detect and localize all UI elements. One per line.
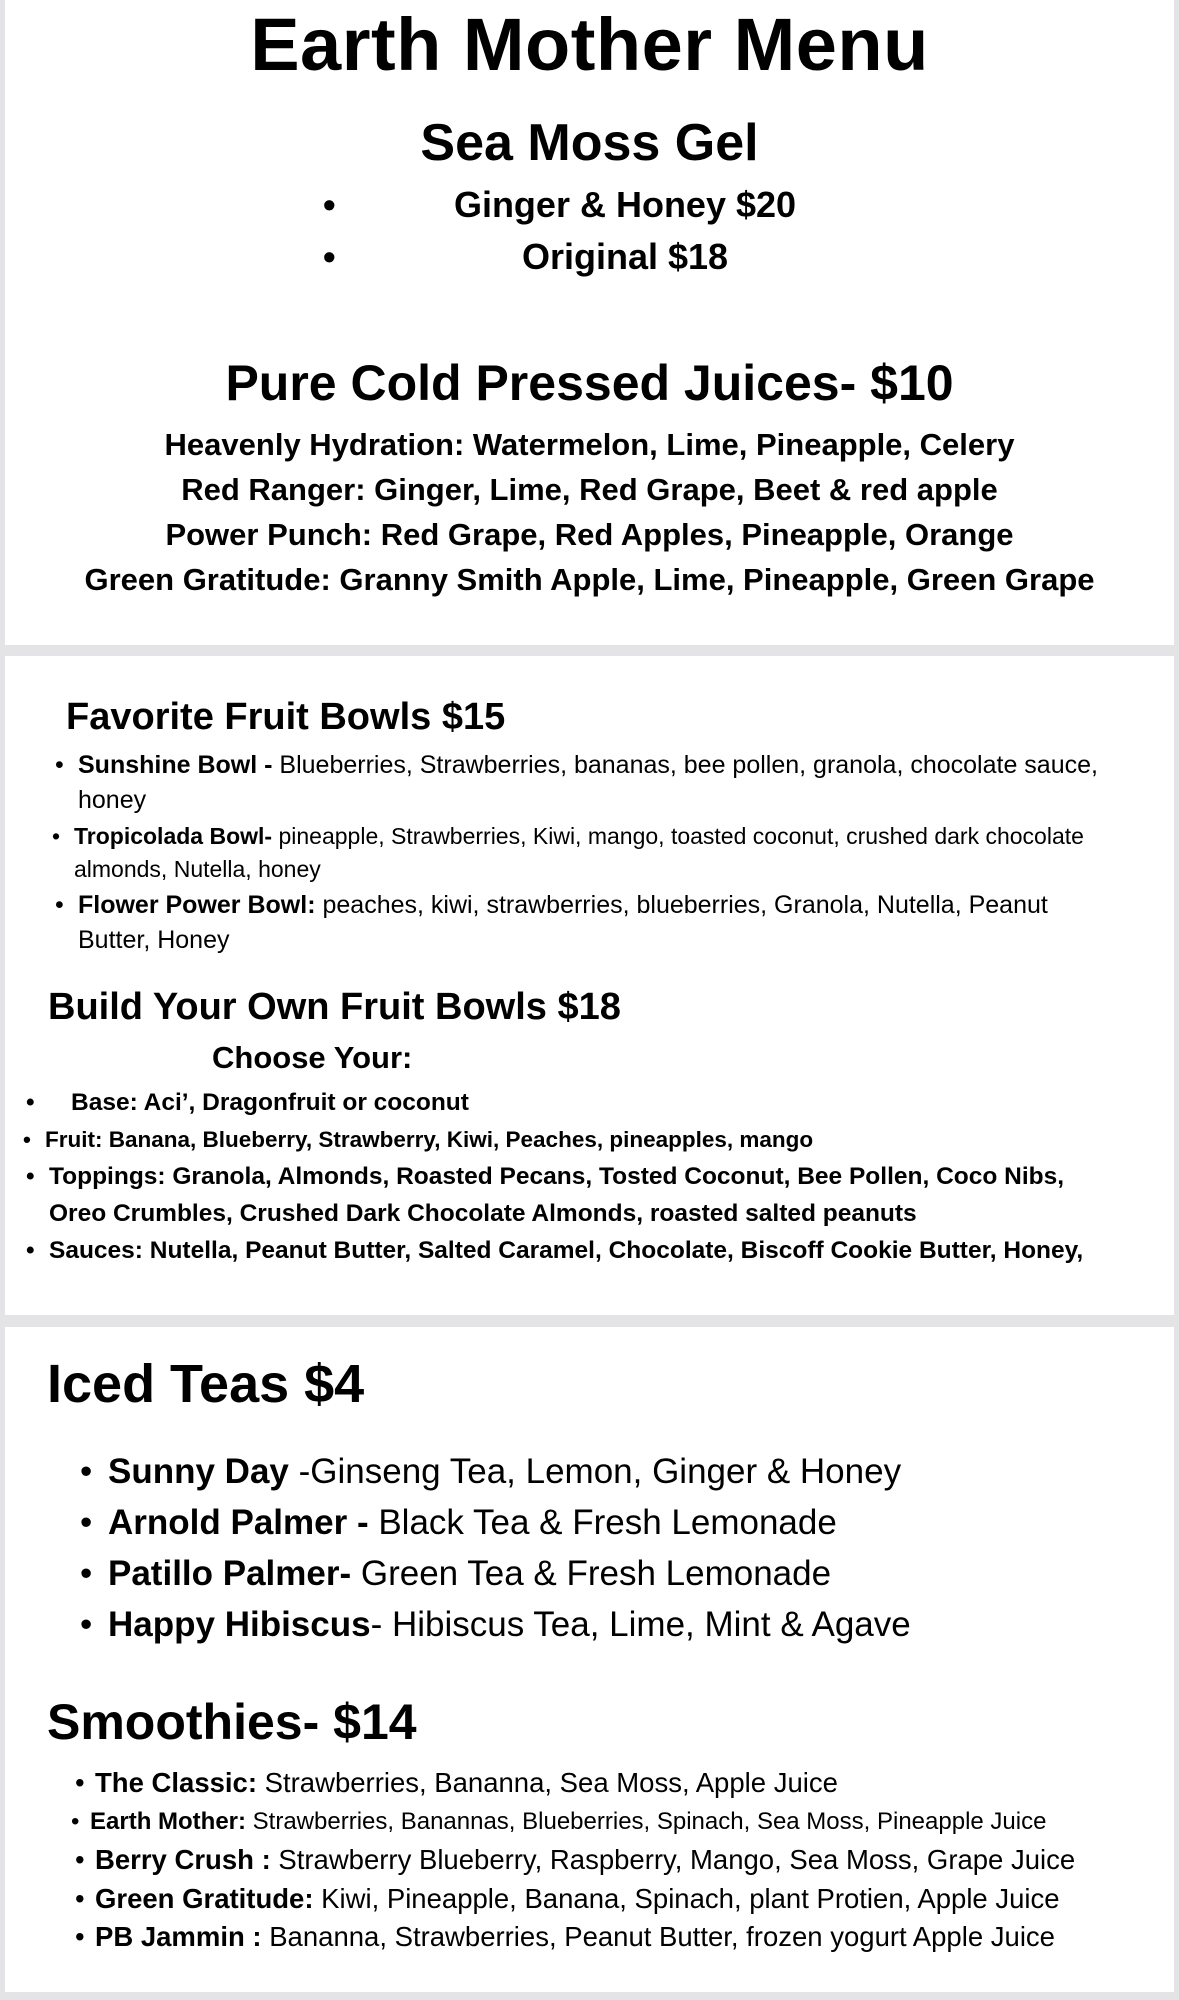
fruit-bowl-item [5,748,1174,818]
fruit-bowls-heading: Favorite Fruit Bowls $15 [66,696,506,738]
iced-tea-item [5,1599,1174,1650]
list-item: • Ginger & Honey $20 [5,184,1174,236]
menu-page-3 [5,1327,1174,1992]
juice-item: Power Punch: Red Grape, Red Apples, Pineapple, Orange [165,517,1014,552]
item-desc: - Hibiscus Tea, Lime, Mint & Agave [370,1605,911,1644]
sea-moss-item: Ginger & Honey $20 [453,184,797,225]
item-desc: pineapple, Strawberries, Kiwi, mango, toasted coconut, crushed dark chocolate almonds, Nutella, honey [74,823,1084,882]
smoothie-item [5,1918,1174,1957]
smoothie-item [5,1841,1174,1880]
item-name: The Classic: [95,1767,258,1798]
item-name: Happy Hibiscus [108,1605,371,1644]
sea-moss-heading: Sea Moss Gel [420,114,759,172]
smoothie-item [5,1764,1174,1803]
menu-page-1 [5,0,1174,645]
item-name: Sunshine Bowl - [78,751,280,779]
iced-teas-heading: Iced Teas $4 [47,1354,365,1414]
item-desc: Blueberries, Strawberries, bananas, bee pollen, granola, chocolate sauce, honey [78,751,1098,814]
build-option-base: • Base: Aci’, Dragonfruit or coconut [5,1084,1174,1121]
build-option-fruit: • Fruit: Banana, Blueberry, Strawberry, Kiwi, Peaches, pineapples, mango [5,1121,1174,1158]
item-name: Patillo Palmer- [108,1554,352,1593]
item-desc: Strawberries, Bananna, Sea Moss, Apple Juice [257,1767,838,1798]
item-desc: Bananna, Strawberries, Peanut Butter, frozen yogurt Apple Juice [261,1921,1055,1952]
smoothie-item [5,1880,1174,1919]
iced-tea-item [5,1446,1174,1497]
juice-item: Red Ranger: Ginger, Lime, Red Grape, Beet & red apple [181,472,998,507]
build-bowls-heading: Build Your Own Fruit Bowls $18 [48,986,621,1028]
fruit-bowls-list [5,748,1174,960]
item-name: Green Gratitude: [95,1882,314,1914]
sea-moss-list [5,184,1174,288]
list-item: • Original $18 [5,236,1174,288]
iced-tea-item [5,1497,1174,1548]
item-desc: Strawberries, Banannas, Blueberries, Spinach, Sea Moss, Pineapple Juice [246,1807,1047,1835]
item-name: Flower Power Bowl: [78,891,323,919]
iced-tea-item [5,1548,1174,1599]
sea-moss-item: Original $18 [521,236,729,277]
item-desc: Strawberry Blueberry, Raspberry, Mango, Sea Moss, Grape Juice [270,1844,1076,1875]
item-name: Tropicolada Bowl- [74,823,279,849]
item-name: Berry Crush : [95,1844,271,1875]
item-name: Earth Mother: [90,1807,246,1835]
item-desc: Kiwi, Pineapple, Banana, Spinach, plant Protien, Apple Juice [313,1882,1060,1914]
juice-item: Green Gratitude: Granny Smith Apple, Lime, Pineapple, Green Grape [84,562,1095,597]
iced-teas-list [5,1446,1174,1650]
build-option-toppings: • Toppings: Granola, Almonds, Roasted Pecans, Tosted Coconut, Bee Pollen, Coco Nibs, Oreo Crumbles, Crushed Dark Chocolate Almonds, roasted salted peanuts [5,1158,1174,1232]
juices-list [5,427,1174,607]
item-desc: Black Tea & Fresh Lemonade [378,1503,837,1542]
smoothie-item [5,1803,1174,1842]
fruit-bowl-item [5,820,1174,886]
item-name: Sunny Day [108,1452,289,1491]
menu-title: Earth Mother Menu [250,3,929,86]
item-name: PB Jammin : [95,1921,262,1952]
item-desc: peaches, kiwi, strawberries, blueberries, Granola, Nutella, Peanut Butter, Honey [78,891,1048,954]
build-option-sauces: • Sauces: Nutella, Peanut Butter, Salted Caramel, Chocolate, Biscoff Cookie Butter, Honey, [5,1232,1174,1269]
item-desc: Green Tea & Fresh Lemonade [351,1554,832,1593]
fruit-bowl-item [5,888,1174,958]
build-bowls-list [5,1084,1174,1269]
menu-page-2 [5,656,1174,1315]
smoothies-heading: Smoothies- $14 [47,1694,417,1750]
smoothies-list [5,1764,1174,1957]
juices-heading: Pure Cold Pressed Juices- $10 [225,355,954,411]
juice-item: Heavenly Hydration: Watermelon, Lime, Pineapple, Celery [164,427,1015,462]
choose-your-label: Choose Your: [212,1040,413,1075]
item-desc: -Ginseng Tea, Lemon, Ginger & Honey [288,1452,902,1491]
item-name: Arnold Palmer - [108,1503,379,1542]
